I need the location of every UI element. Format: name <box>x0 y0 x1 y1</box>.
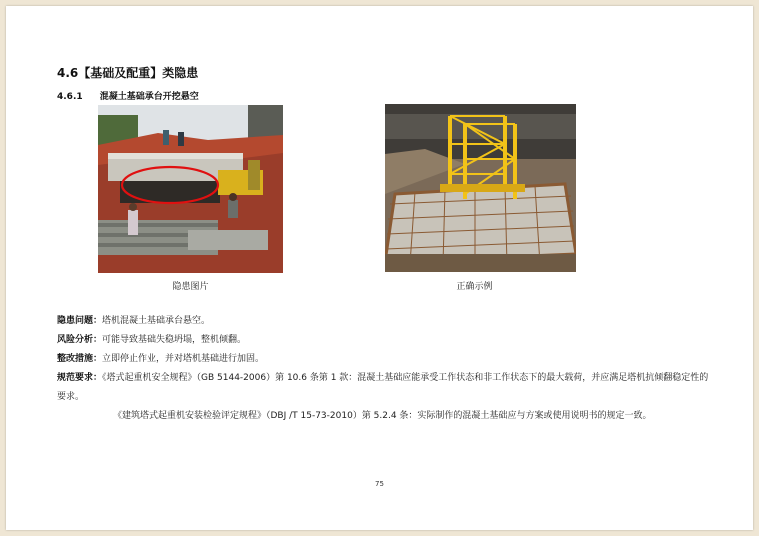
fix-label: 整改措施： <box>57 354 103 364</box>
sub-section-text: 混凝土基础承台开挖悬空 <box>99 92 199 102</box>
spec-block <box>57 369 712 426</box>
spec-text-1: 《塔式起重机安全规程》（GB 5144-2006）第 10.6 条第 1 款：混凝土基础应能承受工作状态和非工作状态下的最大载荷，并应满足塔机抗倾翻稳定性的要求。 <box>57 373 709 402</box>
document-page <box>6 6 753 530</box>
fix-text: 立即停止作业，并对塔机基础进行加固。 <box>102 354 265 364</box>
section-title: 4.6【基础及配重】类隐患 <box>57 66 199 80</box>
spec-text-2: 《建筑塔式起重机安装检验评定规程》（DBJ /T 15-73-2010）第 5.2.4 条：实际制作的混凝土基础应与方案或使用说明书的规定一致。 <box>113 411 652 421</box>
hazard-photo <box>98 105 283 273</box>
excavated-foundation-photo-icon <box>98 105 283 273</box>
risk-label: 风险分析： <box>57 335 103 345</box>
problem-text: 塔机混凝土基础承台悬空。 <box>102 316 211 326</box>
rebar-foundation-with-tower-base-photo-icon <box>385 104 576 272</box>
problem-label: 隐患问题： <box>57 316 103 326</box>
fix-row <box>57 352 264 366</box>
sub-section-number: 4.6.1 <box>57 92 83 102</box>
sub-section-title <box>57 89 199 102</box>
page-number: 75 <box>375 480 384 488</box>
hazard-photo-caption: 隐患图片 <box>172 282 209 292</box>
correct-example-caption: 正确示例 <box>456 282 493 292</box>
risk-row <box>57 333 246 347</box>
risk-text: 可能导致基础失稳坍塌，整机倾翻。 <box>102 335 247 345</box>
problem-row <box>57 314 210 328</box>
correct-example-photo <box>385 104 576 272</box>
spec-label: 规范要求： <box>57 373 103 383</box>
